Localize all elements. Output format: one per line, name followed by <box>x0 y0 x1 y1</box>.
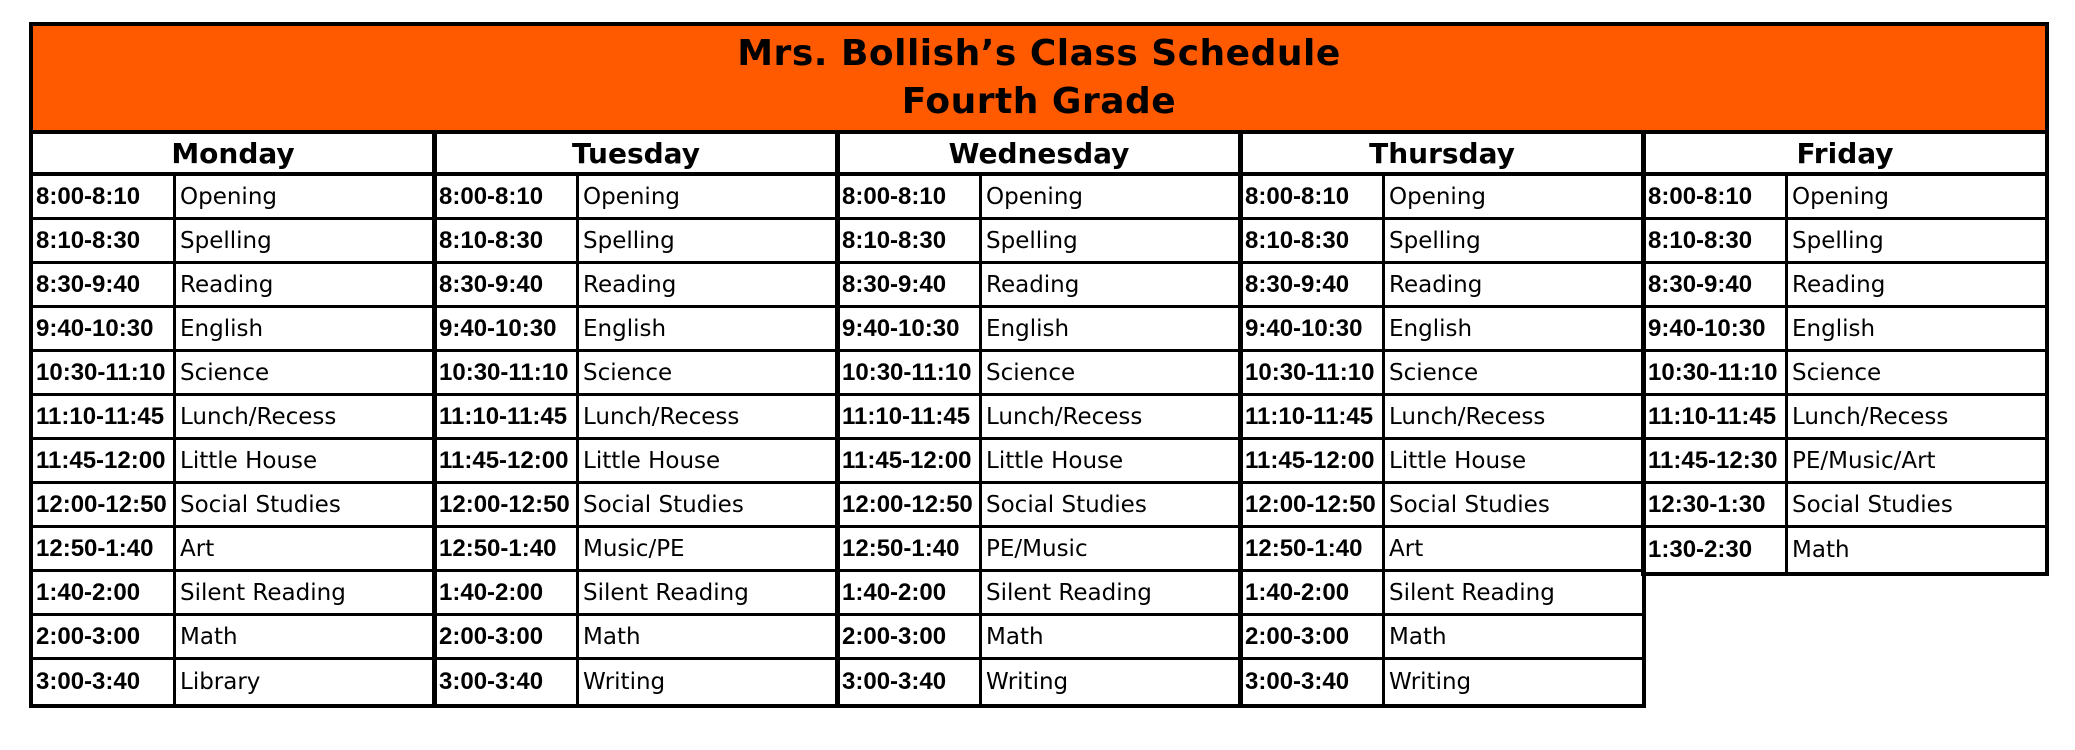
time-cell: 9:40-10:30 <box>33 308 176 349</box>
subject-cell: Writing <box>986 669 1069 695</box>
schedule-row <box>839 484 1239 528</box>
schedule-row <box>33 572 433 616</box>
schedule-row <box>839 440 1239 484</box>
time-cell: 8:00-8:10 <box>839 176 982 217</box>
schedule-row <box>436 396 836 440</box>
schedule-row <box>1242 528 1642 572</box>
day-header: Friday <box>1645 134 2045 176</box>
subject-cell: Art <box>1389 535 1424 562</box>
subject-cell: Math <box>180 623 238 650</box>
schedule-row <box>1242 176 1642 220</box>
schedule-row <box>1242 660 1642 704</box>
subject-cell: Spelling <box>1792 227 1884 254</box>
schedule-row <box>1242 440 1642 484</box>
schedule-row <box>436 176 836 220</box>
subject-cell: English <box>180 315 264 342</box>
time-cell: 3:00-3:40 <box>436 660 579 704</box>
schedule-row <box>839 176 1239 220</box>
subject-cell: Opening <box>583 183 680 210</box>
subject-cell: Art <box>180 535 215 562</box>
schedule-row <box>1242 484 1642 528</box>
subject-cell: English <box>1389 315 1473 342</box>
subject-cell: Math <box>1389 623 1447 650</box>
time-cell: 10:30-11:10 <box>33 352 176 393</box>
schedule-row <box>33 616 433 660</box>
subject-cell: Social Studies <box>180 491 341 518</box>
time-cell: 8:30-9:40 <box>436 264 579 305</box>
time-cell: 8:10-8:30 <box>33 220 176 261</box>
time-cell: 12:00-12:50 <box>839 484 982 525</box>
subject-cell: Lunch/Recess <box>1389 403 1546 430</box>
time-cell: 3:00-3:40 <box>1242 660 1385 704</box>
day-column-friday <box>1641 130 2049 576</box>
schedule-header <box>29 22 2049 134</box>
day-header: Wednesday <box>839 134 1239 176</box>
subject-cell: Writing <box>1389 669 1472 695</box>
schedule-row <box>839 660 1239 704</box>
subject-cell: Little House <box>986 447 1124 474</box>
subject-cell: Lunch/Recess <box>180 403 337 430</box>
time-cell: 1:30-2:30 <box>1645 528 1788 572</box>
subject-cell: PE/Music <box>986 535 1088 562</box>
schedule-row <box>1645 308 2045 352</box>
subject-cell: Reading <box>1792 271 1886 298</box>
schedule-row <box>33 264 433 308</box>
schedule-row <box>1645 264 2045 308</box>
time-cell: 10:30-11:10 <box>436 352 579 393</box>
schedule-row <box>839 264 1239 308</box>
day-header: Tuesday <box>436 134 836 176</box>
time-cell: 11:45-12:00 <box>436 440 579 481</box>
subject-cell: Silent Reading <box>986 579 1152 606</box>
subject-cell: Math <box>583 623 641 650</box>
subject-cell: Social Studies <box>583 491 744 518</box>
schedule-row <box>839 572 1239 616</box>
subject-cell: Writing <box>583 669 666 695</box>
time-cell: 11:45-12:00 <box>33 440 176 481</box>
subject-cell: English <box>986 315 1070 342</box>
subject-cell: Math <box>1792 537 1850 563</box>
subject-cell: English <box>1792 315 1876 342</box>
subject-cell: Math <box>986 623 1044 650</box>
subject-cell: Social Studies <box>1389 491 1550 518</box>
schedule-row <box>1242 396 1642 440</box>
schedule-row <box>1645 352 2045 396</box>
schedule-row <box>839 308 1239 352</box>
subject-cell: Social Studies <box>986 491 1147 518</box>
subject-cell: Silent Reading <box>180 579 346 606</box>
subject-cell: Spelling <box>986 227 1078 254</box>
subject-cell: Music/PE <box>583 535 685 562</box>
time-cell: 11:10-11:45 <box>33 396 176 437</box>
day-header: Thursday <box>1242 134 1642 176</box>
subject-cell: Opening <box>986 183 1083 210</box>
schedule-row <box>436 660 836 704</box>
time-cell: 12:50-1:40 <box>839 528 982 569</box>
time-cell: 8:30-9:40 <box>1645 264 1788 305</box>
time-cell: 11:10-11:45 <box>436 396 579 437</box>
schedule-row <box>33 352 433 396</box>
day-column-wednesday <box>835 130 1243 708</box>
schedule-row <box>436 528 836 572</box>
time-cell: 1:40-2:00 <box>33 572 176 613</box>
subject-cell: Opening <box>1792 183 1889 210</box>
time-cell: 11:45-12:00 <box>1242 440 1385 481</box>
day-column-thursday <box>1238 130 1646 708</box>
time-cell: 10:30-11:10 <box>1645 352 1788 393</box>
time-cell: 12:50-1:40 <box>33 528 176 569</box>
time-cell: 12:50-1:40 <box>436 528 579 569</box>
schedule-row <box>33 176 433 220</box>
schedule-row <box>839 352 1239 396</box>
schedule-row <box>33 396 433 440</box>
subject-cell: Spelling <box>1389 227 1481 254</box>
day-column-tuesday <box>432 130 840 708</box>
schedule-row <box>839 220 1239 264</box>
time-cell: 2:00-3:00 <box>1242 616 1385 657</box>
time-cell: 11:45-12:00 <box>839 440 982 481</box>
time-cell: 8:30-9:40 <box>1242 264 1385 305</box>
time-cell: 2:00-3:00 <box>33 616 176 657</box>
schedule-row <box>1645 440 2045 484</box>
subject-cell: Social Studies <box>1792 491 1953 518</box>
subject-cell: Little House <box>1389 447 1527 474</box>
schedule-row <box>1645 484 2045 528</box>
subject-cell: Science <box>1389 359 1479 386</box>
schedule-row <box>1242 220 1642 264</box>
time-cell: 9:40-10:30 <box>1242 308 1385 349</box>
schedule-row <box>436 616 836 660</box>
schedule-row <box>1645 396 2045 440</box>
schedule-row <box>839 528 1239 572</box>
time-cell: 12:00-12:50 <box>1242 484 1385 525</box>
subject-cell: Reading <box>1389 271 1483 298</box>
time-cell: 1:40-2:00 <box>839 572 982 613</box>
time-cell: 9:40-10:30 <box>436 308 579 349</box>
schedule-row <box>33 308 433 352</box>
subject-cell: Science <box>583 359 673 386</box>
schedule-row <box>436 440 836 484</box>
schedule-row <box>839 396 1239 440</box>
subject-cell: Lunch/Recess <box>583 403 740 430</box>
time-cell: 8:10-8:30 <box>1242 220 1385 261</box>
time-cell: 8:10-8:30 <box>839 220 982 261</box>
schedule-row <box>436 264 836 308</box>
time-cell: 11:10-11:45 <box>1242 396 1385 437</box>
time-cell: 12:00-12:50 <box>33 484 176 525</box>
class-schedule <box>29 22 2049 734</box>
time-cell: 8:10-8:30 <box>1645 220 1788 261</box>
subject-cell: Lunch/Recess <box>1792 403 1949 430</box>
time-cell: 9:40-10:30 <box>1645 308 1788 349</box>
schedule-title: Mrs. Bollish’s Class Schedule <box>737 33 1341 74</box>
subject-cell: Reading <box>986 271 1080 298</box>
subject-cell: Silent Reading <box>583 579 749 606</box>
schedule-row <box>33 660 433 704</box>
time-cell: 8:10-8:30 <box>436 220 579 261</box>
time-cell: 2:00-3:00 <box>839 616 982 657</box>
day-column-monday <box>29 130 437 708</box>
time-cell: 2:00-3:00 <box>436 616 579 657</box>
time-cell: 8:00-8:10 <box>33 176 176 217</box>
time-cell: 8:00-8:10 <box>1242 176 1385 217</box>
schedule-row <box>839 616 1239 660</box>
subject-cell: Lunch/Recess <box>986 403 1143 430</box>
schedule-row <box>33 440 433 484</box>
schedule-row <box>1645 220 2045 264</box>
schedule-row <box>436 352 836 396</box>
schedule-row <box>436 308 836 352</box>
subject-cell: Science <box>180 359 270 386</box>
time-cell: 9:40-10:30 <box>839 308 982 349</box>
schedule-row <box>1645 528 2045 572</box>
schedule-row <box>1242 308 1642 352</box>
schedule-row <box>33 528 433 572</box>
time-cell: 11:10-11:45 <box>1645 396 1788 437</box>
subject-cell: English <box>583 315 667 342</box>
schedule-row <box>1242 616 1642 660</box>
time-cell: 1:40-2:00 <box>1242 572 1385 613</box>
time-cell: 8:00-8:10 <box>436 176 579 217</box>
subject-cell: Silent Reading <box>1389 579 1555 606</box>
subject-cell: Spelling <box>583 227 675 254</box>
schedule-row <box>33 220 433 264</box>
subject-cell: Library <box>180 669 261 695</box>
subject-cell: Spelling <box>180 227 272 254</box>
time-cell: 8:30-9:40 <box>839 264 982 305</box>
subject-cell: PE/Music/Art <box>1792 447 1936 474</box>
subject-cell: Little House <box>583 447 721 474</box>
schedule-row <box>1242 264 1642 308</box>
schedule-subtitle: Fourth Grade <box>901 81 1177 122</box>
time-cell: 8:00-8:10 <box>1645 176 1788 217</box>
time-cell: 12:50-1:40 <box>1242 528 1385 569</box>
subject-cell: Reading <box>180 271 274 298</box>
subject-cell: Opening <box>180 183 277 210</box>
schedule-row <box>33 484 433 528</box>
time-cell: 11:45-12:30 <box>1645 440 1788 481</box>
subject-cell: Opening <box>1389 183 1486 210</box>
time-cell: 10:30-11:10 <box>839 352 982 393</box>
schedule-row <box>436 572 836 616</box>
time-cell: 10:30-11:10 <box>1242 352 1385 393</box>
schedule-row <box>1645 176 2045 220</box>
schedule-row <box>1242 572 1642 616</box>
time-cell: 3:00-3:40 <box>33 660 176 704</box>
time-cell: 12:00-12:50 <box>436 484 579 525</box>
subject-cell: Little House <box>180 447 318 474</box>
schedule-row <box>1242 352 1642 396</box>
subject-cell: Science <box>986 359 1076 386</box>
time-cell: 11:10-11:45 <box>839 396 982 437</box>
schedule-row <box>436 220 836 264</box>
schedule-row <box>436 484 836 528</box>
time-cell: 12:30-1:30 <box>1645 484 1788 525</box>
time-cell: 3:00-3:40 <box>839 660 982 704</box>
time-cell: 1:40-2:00 <box>436 572 579 613</box>
subject-cell: Science <box>1792 359 1882 386</box>
time-cell: 8:30-9:40 <box>33 264 176 305</box>
subject-cell: Reading <box>583 271 677 298</box>
day-header: Monday <box>33 134 433 176</box>
